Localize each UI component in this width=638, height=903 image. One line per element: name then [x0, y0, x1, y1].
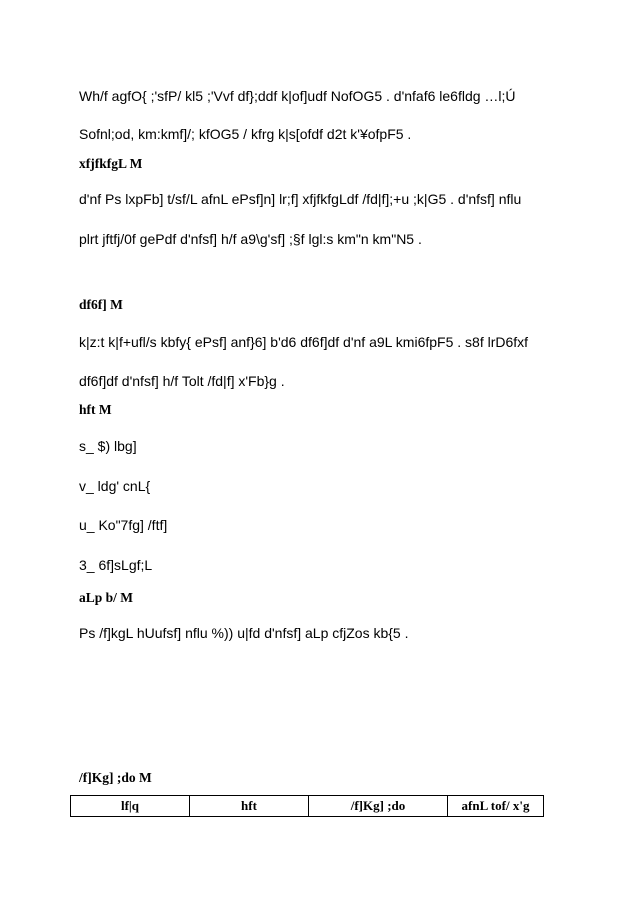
variety-item-3: u_ Ko"7fg] /ftf] [79, 517, 168, 533]
section-heading-climate: xfjfkfgL M [79, 156, 143, 171]
section-heading-variety: hft M [79, 402, 112, 417]
variety-item-4: 3_ 6f]sLgf;L [79, 557, 153, 573]
table-header-row [71, 796, 544, 817]
variety-item-1: s_ $) lbg] [79, 438, 137, 454]
seed-rate-line-1: Ps /f]kgL hUufsf] nflu %)) u|fd d'nfsf] aLp cfjZos kb{5 . [79, 625, 409, 641]
variety-item-2: v_ ldg' cnL{ [79, 478, 151, 494]
climate-line-1: d'nf Ps lxpFb] t/sf/L afnL ePsf]n] lr;f] xfjfkfgLdf /fd|f];+u ;k|G5 . d'nfsf] nflu [79, 191, 522, 207]
soil-line-1: k|z:t k|f+ufl/s kbfy{ ePsf] anf}6] b'd6 df6f]df d'nf a9L kmi6fpF5 . s8f lrD6fxf [79, 334, 529, 350]
intro-line-2: Sofnl;od, km:kmf]/; kfOG5 / kfrg k|s[ofdf d2t k'¥ofpF5 . [79, 126, 412, 142]
climate-line-2: plrt jftfj/0f gePdf d'nfsf] h/f a9\g'sf] ;§f lgl:s km"n km"N5 . [79, 231, 422, 247]
planting-time-table [70, 795, 544, 817]
section-heading-planting-time: /f]Kg] ;do M [79, 770, 152, 785]
table-header-harvest-ready: afnL tof/ x'g [448, 796, 544, 817]
section-heading-soil: df6f] M [79, 297, 123, 312]
table-header-variety: hft [190, 796, 309, 817]
section-heading-seed-rate: aLp b/ M [79, 590, 134, 605]
table-header-region: lf|q [71, 796, 190, 817]
table-header-planting-time: /f]Kg] ;do [309, 796, 448, 817]
intro-line-1: Wh/f agfO{ ;'sfP/ kl5 ;'Vvf df};ddf k|of]udf NofOG5 . d'nfaf6 le6fldg …l;Ú [79, 88, 516, 104]
soil-line-2: df6f]df d'nfsf] h/f Tolt /fd|f] x'Fb}g . [79, 373, 285, 389]
